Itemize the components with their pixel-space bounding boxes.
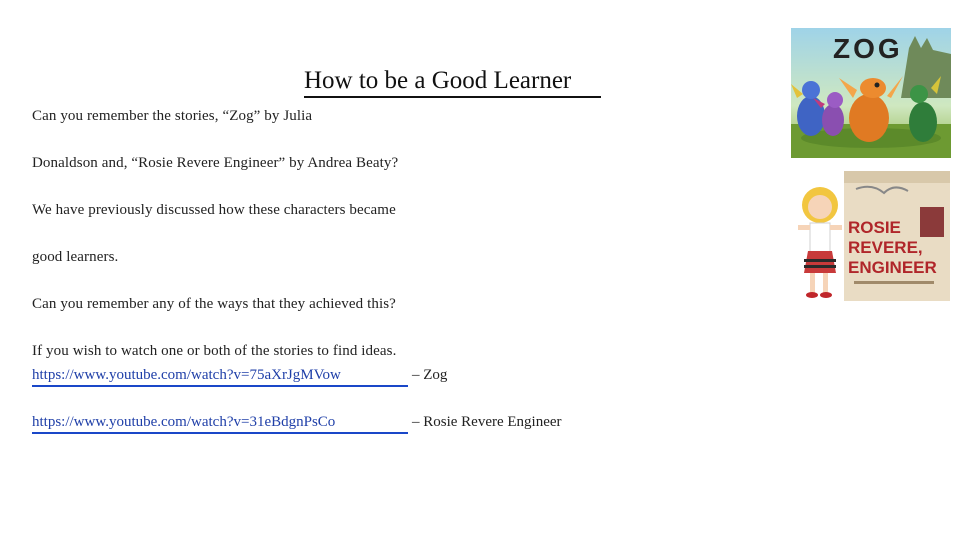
paragraph-5: Can you remember any of the ways that they achieved this? [32, 296, 396, 312]
paragraph-3: We have previously discussed how these characters became [32, 202, 396, 218]
zog-cover-title: ZOG [833, 33, 903, 64]
paragraph-6: If you wish to watch one or both of the stories to find ideas. [32, 343, 397, 359]
rosie-book-cover [790, 167, 952, 303]
rosie-link-label: – Rosie Revere Engineer [412, 414, 562, 430]
paragraph-2: Donaldson and, “Rosie Revere Engineer” by Andrea Beaty? [32, 155, 399, 171]
zog-book-cover [791, 28, 951, 158]
zog-cover-art [791, 28, 951, 158]
rosie-cover-line3: ENGINEER [848, 258, 937, 277]
paragraph-1: Can you remember the stories, “Zog” by Julia [32, 108, 313, 124]
rosie-cover-line1: ROSIE [848, 218, 901, 237]
zog-video-link[interactable]: https://www.youtube.com/watch?v=75aXrJgMVow [32, 366, 408, 387]
link-row-zog [32, 366, 447, 387]
rosie-cover-line2: REVERE, [848, 238, 923, 257]
paragraph-4: good learners. [32, 249, 119, 265]
zog-link-label: – Zog [412, 367, 448, 383]
slide-title: How to be a Good Learner [304, 66, 601, 98]
link-row-rosie [32, 413, 562, 434]
rosie-video-link[interactable]: https://www.youtube.com/watch?v=31eBdgnPsCo [32, 413, 408, 434]
rosie-cover-art [790, 167, 952, 303]
